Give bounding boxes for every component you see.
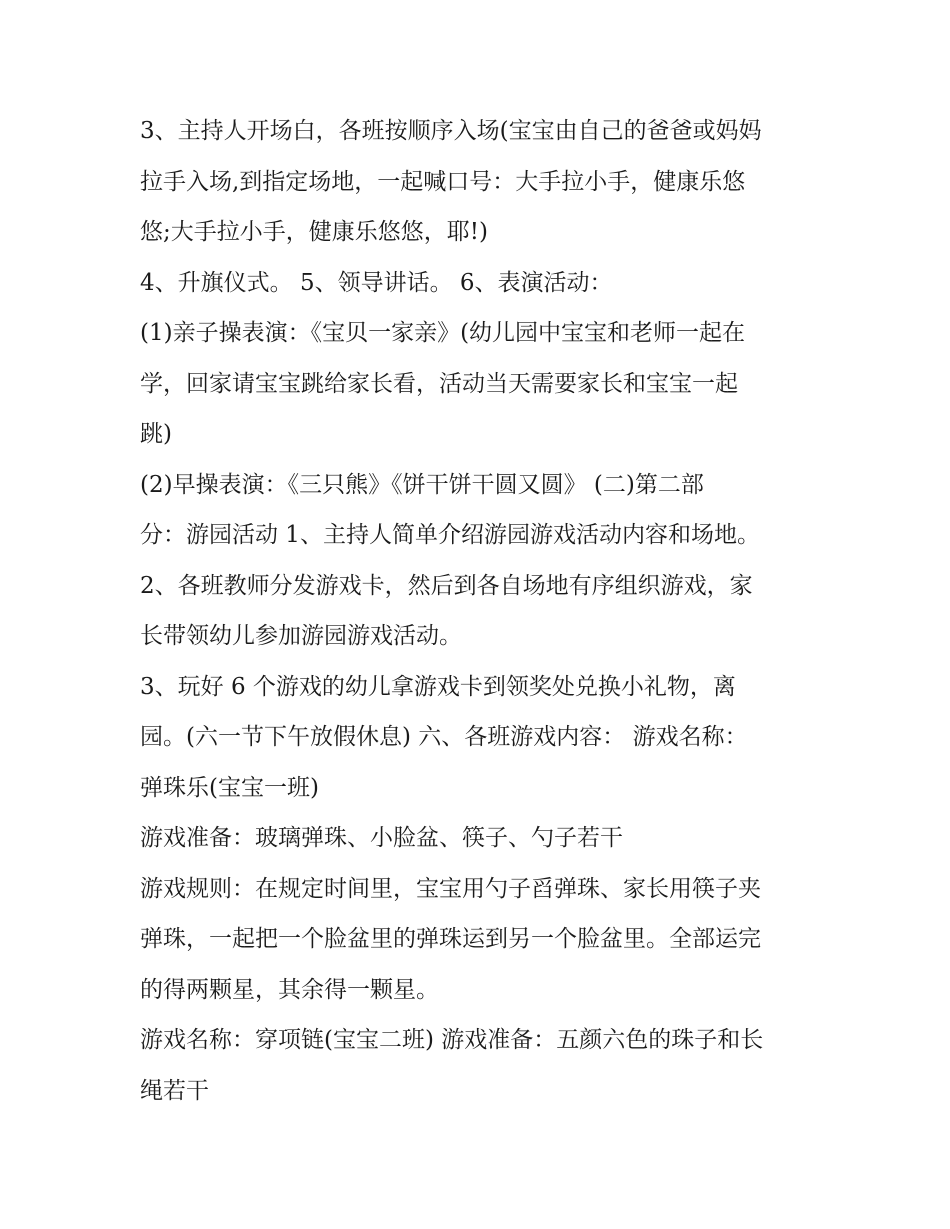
- text-line: 3、主持人开场白，各班按顺序入场(宝宝由自己的爸爸或妈妈: [140, 118, 762, 144]
- text-line: (2)早操表演：《三只熊》《饼干饼干圆又圆》 (二)第二部: [140, 471, 704, 498]
- text-line: 游戏规则：在规定时间里，宝宝用勺子舀弹珠、家长用筷子夹: [140, 875, 761, 902]
- document-body: [140, 106, 820, 1116]
- text-line: 游戏名称：穿项链(宝宝二班) 游戏准备：五颜六色的珠子和长: [140, 1027, 764, 1053]
- text-line: 4、升旗仪式。 5、领导讲话。 6、表演活动：: [140, 269, 613, 296]
- text-line: 的得两颗星，其余得一颗星。: [140, 976, 439, 1003]
- text-line: 弹珠乐(宝宝一班): [140, 774, 319, 801]
- text-line: 跳): [140, 421, 172, 447]
- text-line: 弹珠，一起把一个脸盆里的弹珠运到另一个脸盆里。全部运完: [140, 926, 761, 952]
- text-line: 3、玩好 6 个游戏的幼儿拿游戏卡到领奖处兑换小礼物，离: [140, 673, 736, 700]
- text-line: 拉手入场,到指定场地，一起喊口号：大手拉小手，健康乐悠: [140, 168, 746, 195]
- text-line: 园。(六一节下午放假休息) 六、各班游戏内容： 游戏名称：: [140, 724, 748, 750]
- text-line: 绳若干: [140, 1077, 209, 1104]
- text-line: 悠;大手拉小手，健康乐悠悠，耶!): [140, 219, 488, 245]
- text-line: 2、各班教师分发游戏卡，然后到各自场地有序组织游戏，家: [140, 572, 753, 599]
- text-line: 分：游园活动 1、主持人简单介绍游园游戏活动内容和场地。: [140, 522, 760, 548]
- text-line: 学，回家请宝宝跳给家长看，活动当天需要家长和宝宝一起: [140, 370, 738, 397]
- text-line: 游戏准备：玻璃弹珠、小脸盆、筷子、勺子若干: [140, 825, 623, 851]
- text-line: (1)亲子操表演：《宝贝一家亲》(幼儿园中宝宝和老师一起在: [140, 320, 746, 346]
- text-line: 长带领幼儿参加游园游戏活动。: [140, 623, 462, 649]
